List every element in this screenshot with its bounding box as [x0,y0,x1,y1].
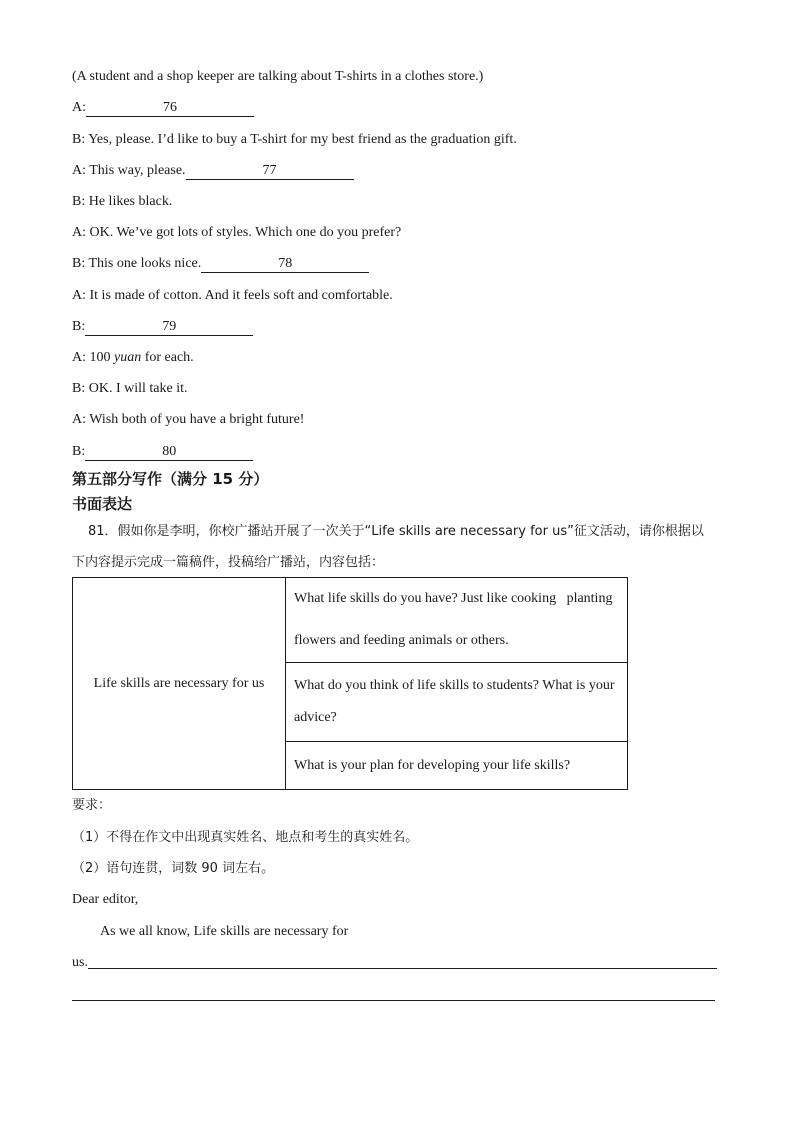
table-question-1 [286,578,628,663]
dialogue-line [72,131,517,149]
speaker-label: A: [72,350,86,365]
prompt-line-1 [72,523,704,541]
section-subtitle: 书面表达 [72,495,133,513]
speaker-label: A: [72,163,86,178]
dialogue-line-76 [72,99,254,117]
content-table [72,577,628,790]
letter-continuation: us. [72,955,88,970]
speaker-label: B: [72,319,86,334]
dialogue-line-78 [72,255,369,273]
letter-opening: As we all know, Life skills are necessary for [100,924,349,939]
requirement-1: （1）不得在作文中出现真实姓名、地点和考生的真实姓名。 [72,830,419,845]
dialogue-text: Yes, please. I’d like to buy a T-shirt for my best friend as the graduation gift. [88,132,517,147]
answer-blank-80[interactable]: 80 [85,444,253,461]
dialogue-context: (A student and a shop keeper are talking about T-shirts in a clothes store.) [72,69,484,84]
speaker-label: B: [72,256,86,271]
dialogue-text: This way, please. [89,163,186,178]
speaker-label: B: [72,381,86,396]
section-title: 第五部分写作（满分 15 分） [72,470,269,488]
dialogue-text: He likes black. [88,194,173,209]
price-value: 100 [89,350,111,365]
question-2-line-1: What do you think of life skills to students? What is your [294,678,615,693]
writing-line-1[interactable] [88,968,717,969]
answer-blank-76[interactable]: 76 [86,100,254,117]
dialogue-line [72,287,393,305]
question-3: What is your plan for developing your life skills? [294,757,571,773]
answer-blank-77[interactable]: 77 [186,163,354,180]
speaker-label: B: [72,194,86,209]
dialogue-line [72,224,401,242]
table-topic-cell [73,578,286,790]
dialogue-text: OK. I will take it. [88,381,188,396]
speaker-label: B: [72,132,86,147]
requirements-title: 要求： [72,798,112,813]
table-question-3 [286,742,628,790]
question-1-line-1: What life skills do you have? Just like cooking planting [294,591,613,606]
dialogue-text: It is made of cotton. And it feels soft and comfortable. [89,288,393,303]
dialogue-text: This one looks nice. [88,256,202,271]
speaker-label: A: [72,225,86,240]
answer-blank-78[interactable]: 78 [201,256,369,273]
table-topic: Life skills are necessary for us [93,675,265,691]
dialogue-line [72,349,194,367]
dialogue-line-80 [72,443,253,461]
speaker-label: A: [72,100,86,115]
dialogue-line-79 [72,318,253,336]
prompt-text: 81．假如你是李明，你校广播站开展了一次关于“Life skills are necessary for us”征文活动，请你根据以 [88,524,704,539]
speaker-label: A: [72,412,86,427]
table-question-2 [286,663,628,742]
answer-blank-79[interactable]: 79 [85,319,253,336]
letter-greeting: Dear editor, [72,892,139,907]
dialogue-line [72,411,304,429]
dialogue-line [72,193,172,211]
dialogue-text: Wish both of you have a bright future! [89,412,305,427]
writing-line-2[interactable] [72,1000,715,1001]
dialogue-line-77 [72,162,354,180]
question-1-line-2: flowers and feeding animals or others. [294,633,509,648]
requirement-2: （2）语句连贯，词数 90 词左右。 [72,861,275,876]
price-rest: for each. [144,350,194,365]
dialogue-text: OK. We’ve got lots of styles. Which one do you prefer? [89,225,402,240]
price-unit: yuan [114,350,142,365]
prompt-line-2: 下内容提示完成一篇稿件，投稿给广播站，内容包括： [72,555,385,570]
question-2-line-2: advice? [294,710,337,725]
dialogue-line [72,380,188,398]
speaker-label: B: [72,444,86,459]
speaker-label: A: [72,288,86,303]
